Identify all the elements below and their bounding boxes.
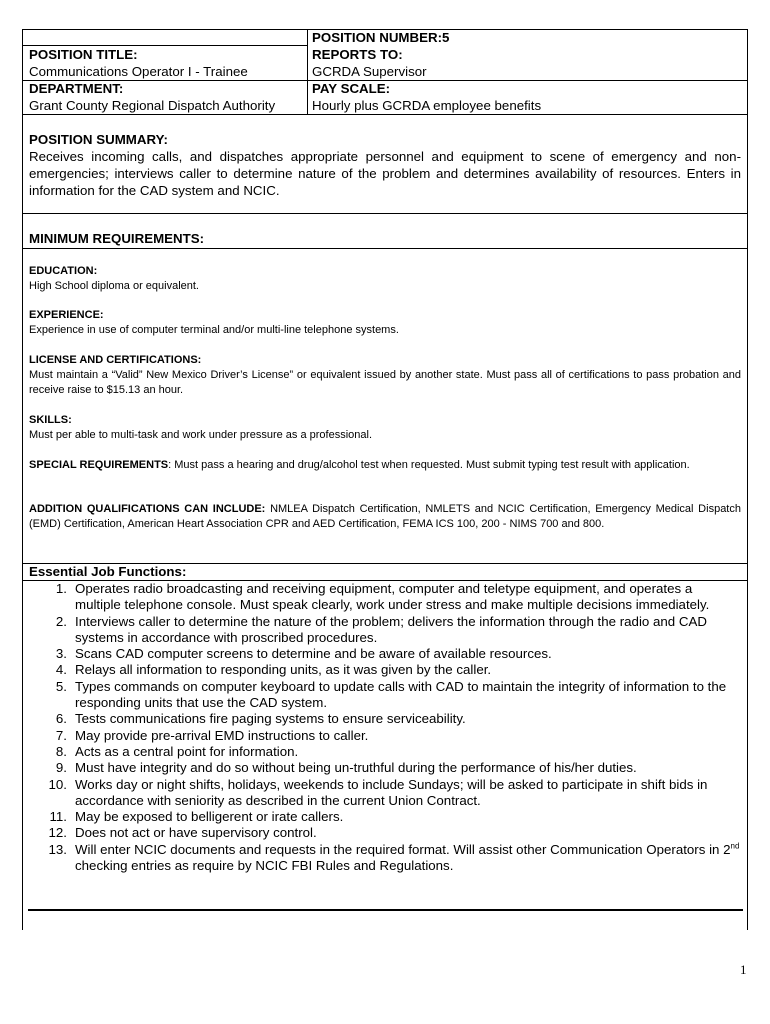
function-item-text: Must have integrity and do so without being un-truthful during the performance of his/her duties.: [75, 760, 637, 776]
function-item-number: 2.: [55, 613, 67, 629]
requirements-title: MINIMUM REQUIREMENTS:: [29, 231, 205, 246]
bottom-rule: [28, 909, 743, 911]
function-item: [30, 760, 740, 776]
pay-scale: Hourly plus GCRDA employee benefits: [312, 98, 542, 113]
license-text: Must maintain a “Valid” New Mexico Driver’s License” or equivalent issued by another state. Must pass all of certifications to pass probation and receive raise to $15.13 an hour.: [29, 369, 741, 396]
function-item: [30, 744, 740, 760]
position-number: POSITION NUMBER:5: [312, 30, 450, 45]
function-item-number: 11.: [49, 809, 67, 825]
special-label: SPECIAL REQUIREMENTS: [29, 459, 169, 471]
function-item-number: 6.: [55, 711, 67, 727]
page-number: 1: [740, 962, 747, 977]
function-item-number: 10.: [48, 776, 67, 792]
header-rule-3: [22, 114, 748, 115]
function-item-text: Interviews caller to determine the nature of the problem; delivers the information through the radio and CAD systems in accordance with proscribed procedures.: [75, 613, 707, 645]
function-item-text: Types commands on computer keyboard to update calls with CAD to maintain the integrity of information to the responding units that use the CAD system.: [75, 678, 727, 711]
function-item: [30, 679, 740, 712]
position-title: Communications Operator I - Trainee: [29, 64, 248, 79]
function-item-text-end: checking entries as require by NCIC FBI Rules and Regulations.: [75, 858, 454, 874]
experience-text: Experience in use of computer terminal and/or multi-line telephone systems.: [29, 324, 399, 336]
special-block: [29, 458, 741, 473]
function-item-number: 5.: [55, 678, 67, 694]
position-title-label: POSITION TITLE:: [29, 47, 138, 62]
function-item: [30, 711, 740, 727]
function-item: [30, 842, 740, 875]
function-item-number: 7.: [55, 727, 67, 743]
education-text: High School diploma or equivalent.: [29, 280, 199, 292]
skills-label: SKILLS:: [29, 414, 72, 426]
function-item-number: 4.: [55, 662, 67, 678]
function-item-text: Does not act or have supervisory control.: [75, 825, 317, 841]
function-item-number: 8.: [55, 743, 67, 759]
function-item-text: Scans CAD computer screens to determine and be aware of available resources.: [75, 646, 552, 662]
function-item-text: Operates radio broadcasting and receiving equipment, computer and teletype equipment, and operates a multiple telephone console. Must speak clearly, work under stress and make multiple decisions immediately.: [75, 581, 710, 613]
pay-scale-label: PAY SCALE:: [312, 81, 391, 96]
ordinal-suffix: nd: [730, 841, 740, 851]
addition-block: [29, 502, 741, 532]
function-item-text: Works day or night shifts, holidays, weekends to include Sundays; will be asked to participate in shift bids in accordance with seniority as described in the current Union Contract.: [75, 776, 708, 808]
summary-title: POSITION SUMMARY:: [29, 132, 168, 147]
function-item: [30, 662, 740, 678]
function-item-number: 13.: [48, 841, 67, 857]
function-item-text: Will enter NCIC documents and requests in the required format. Will assist other Communication Operators in 2: [75, 841, 731, 857]
license-label: LICENSE AND CERTIFICATIONS:: [29, 354, 202, 366]
function-item-number: 1.: [55, 581, 67, 596]
functions-title: Essential Job Functions:: [29, 564, 187, 579]
function-item: [30, 581, 740, 614]
license-block: [29, 353, 741, 398]
department-label: DEPARTMENT:: [29, 81, 124, 96]
function-item-number: 9.: [55, 760, 67, 776]
function-item-text: May provide pre-arrival EMD instructions to caller.: [75, 727, 369, 743]
experience-block: [29, 308, 741, 338]
addition-label: ADDITION QUALIFICATIONS CAN INCLUDE:: [29, 503, 266, 515]
function-item: [30, 614, 740, 647]
functions-list: [30, 581, 740, 874]
reports-to: GCRDA Supervisor: [312, 64, 427, 79]
skills-text: Must per able to multi-task and work under pressure as a professional.: [29, 429, 372, 441]
education-label: EDUCATION:: [29, 265, 98, 277]
function-item: [30, 809, 740, 825]
function-item-text: Acts as a central point for information.: [75, 743, 299, 759]
function-item: [30, 728, 740, 744]
special-text: : Must pass a hearing and drug/alcohol test when requested. Must submit typing test result with application.: [168, 459, 690, 471]
function-item: [30, 646, 740, 662]
function-item: [30, 825, 740, 841]
function-item-text: Tests communications fire paging systems to ensure serviceability.: [75, 711, 466, 727]
addition-text: NMLEA Dispatch Certification, NMLETS and NCIC Certification, Emergency Medical Dispatch (EMD) Certification, American Heart Association CPR and AED Certification, FEMA ICS 100, 200 - NIMS 700 and 800.: [29, 503, 741, 530]
function-item-text: May be exposed to belligerent or irate callers.: [75, 809, 344, 825]
department: Grant County Regional Dispatch Authority: [29, 98, 276, 113]
reports-to-label: REPORTS TO:: [312, 47, 403, 62]
skills-block: [29, 413, 741, 443]
education-block: [29, 264, 741, 294]
experience-label: EXPERIENCE:: [29, 309, 104, 321]
header-divider: [307, 29, 308, 115]
requirements-rule: [22, 248, 748, 249]
function-item-text: Relays all information to responding units, as it was given by the caller.: [75, 662, 492, 678]
function-item: [30, 777, 740, 810]
function-item-number: 12.: [48, 825, 67, 841]
summary-text: Receives incoming calls, and dispatches appropriate personnel and equipment to scene of emergency and non-emergencies; interviews caller to determine nature of the problem and determines availability of resources. Enters in information for the CAD system and NCIC.: [29, 149, 741, 198]
function-item-number: 3.: [55, 646, 67, 662]
summary-rule: [22, 213, 748, 214]
